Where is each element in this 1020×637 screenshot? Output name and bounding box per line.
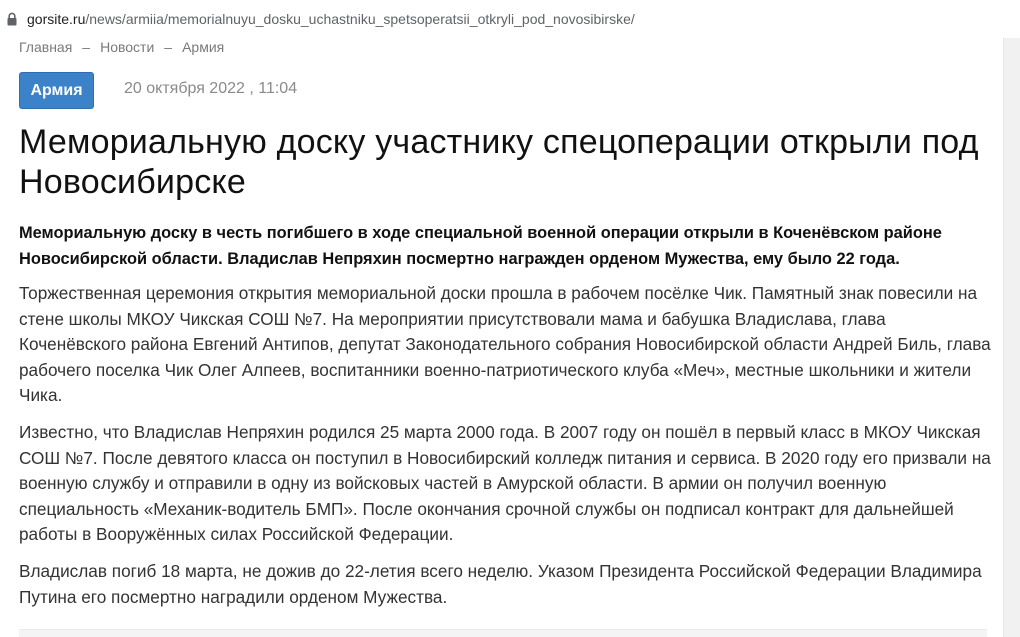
url-text[interactable] <box>27 11 635 27</box>
breadcrumb-home[interactable]: Главная <box>19 39 73 55</box>
breadcrumb-separator: – <box>82 39 91 55</box>
category-tag-button[interactable]: Армия <box>19 72 94 109</box>
breadcrumb <box>19 39 224 55</box>
next-block <box>19 629 987 637</box>
article-lead: Мемориальную доску в честь погибшего в ходе специальной военной операции открыли в Коченёвском районе Новосибирской области. Владислав Непряхин посмертно награжден орденом Мужества, ему было 22 года. <box>19 224 942 268</box>
address-bar[interactable] <box>0 0 1020 39</box>
page-content <box>0 38 1003 637</box>
lock-icon[interactable] <box>7 12 17 26</box>
breadcrumb-separator: – <box>164 39 173 55</box>
article-title: Мемориальную доску участнику спецоперации открыли под Новосибирске <box>19 123 979 201</box>
article-paragraph: Известно, что Владислав Непряхин родился 25 марта 2000 года. В 2007 году он пошёл в первый класс в МКОУ Чикская СОШ №7. После девятого класса он поступил в Новосибирский колледж питания и сервиса. В 2020 году его призвали на военную службу и отправили в одну из войсковых частей в Амурской области. В армии он получил военную специальность «Механик-водитель БМП». После окончания срочной службы он подписал контракт для дальнейшей работы в Вооружённых силах Российской Федерации. <box>19 422 991 545</box>
article-paragraph: Торжественная церемония открытия мемориальной доски прошла в рабочем посёлке Чик. Памятный знак повесили на стене школы МКОУ Чикская СОШ №7. На мероприятии присутствовали мама и бабушка Владислава, глава Коченёвского района Евгений Антипов, депутат Законодательного собрания Новосибирской области Андрей Биль, глава рабочего поселка Чик Олег Алпеев, воспитанники военно-патриотического клуба «Меч», местные школьники и жители Чика. <box>19 283 991 406</box>
article-date: 20 октября 2022 , 11:04 <box>124 80 298 97</box>
url-host: gorsite.ru <box>27 11 86 27</box>
article-paragraph: Владислав погиб 18 марта, не дожив до 22-летия всего неделю. Указом Президента Российской Федерации Владимира Путина его посмертно наградили орденом Мужества. <box>19 561 982 607</box>
breadcrumb-army[interactable]: Армия <box>182 39 225 55</box>
breadcrumb-news[interactable]: Новости <box>100 39 155 55</box>
url-path: /news/armiia/memorialnuyu_dosku_uchastniku_spetsoperatsii_otkryli_pod_novosibirske/ <box>85 11 635 27</box>
scrollbar[interactable] <box>1003 38 1020 637</box>
